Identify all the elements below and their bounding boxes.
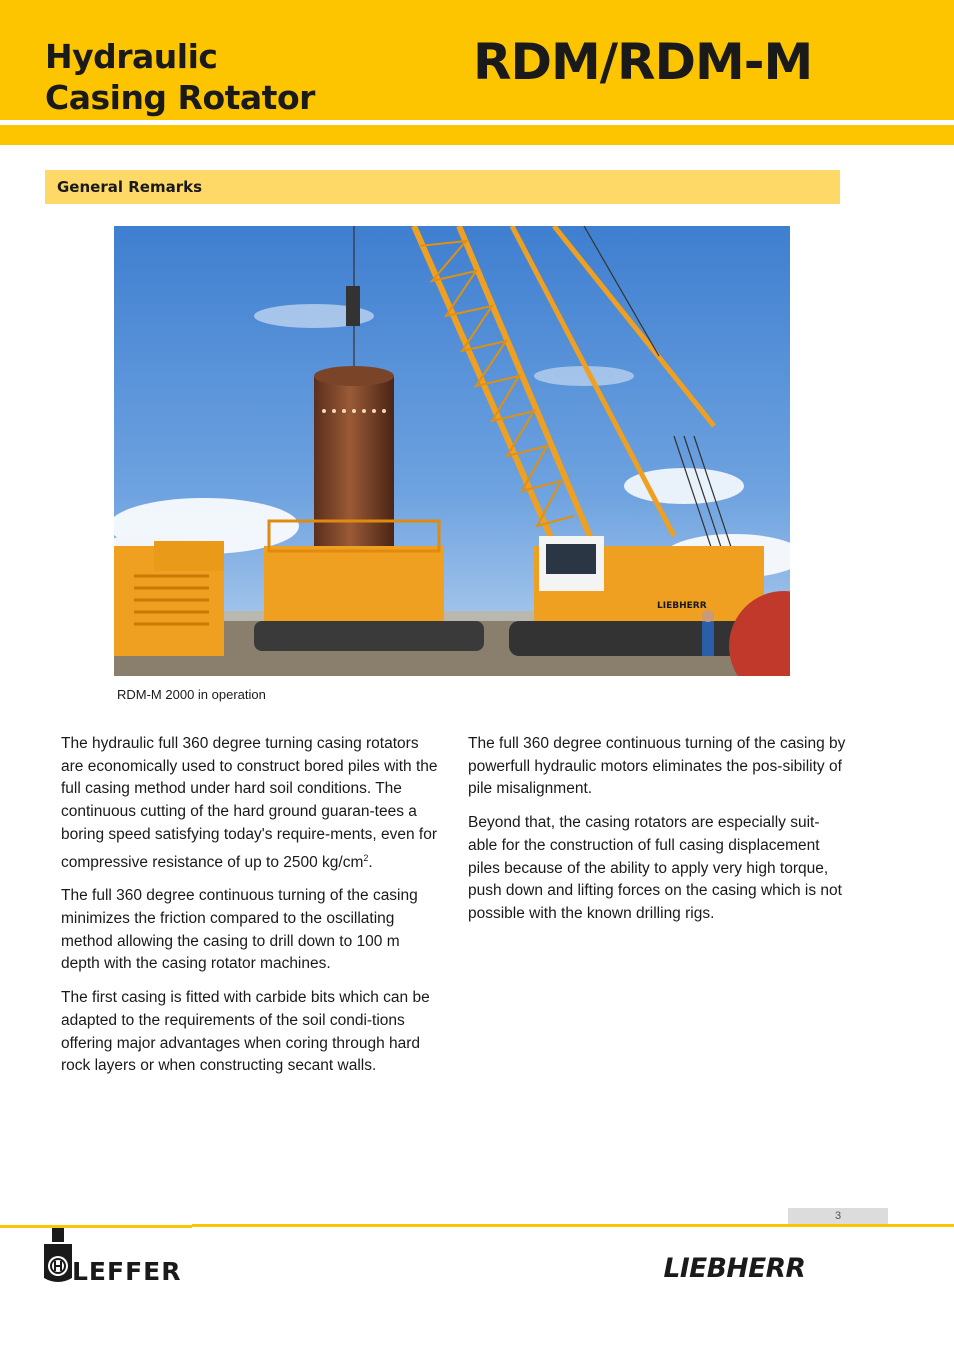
product-photo: [114, 226, 790, 676]
paragraph: The first casing is fitted with carbide bits which can be adapted to the requirements of the soil condi-tions offering major advantages when coring through hard rock layers or when constructing secant walls.: [61, 989, 430, 1075]
crane-brand-label: LIEBHERR: [657, 601, 707, 611]
document-title: [45, 36, 315, 118]
model-name: RDM/RDM-M: [473, 33, 813, 91]
leffer-wordmark: LEFFER: [72, 1257, 182, 1286]
paragraph: The hydraulic full 360 degree turning casing rotators are economically used to construct bored piles with the full casing method under hard soil conditions. The continuous cutting of the hard ground guaran-tees a boring speed satisfying today's require-ments, even for compressive resistance of up to 2500 $kg/cm^2$.: [61, 735, 438, 871]
section-title: General Remarks: [57, 178, 202, 196]
paragraph: Beyond that, the casing rotators are especially suit-able for the construction of full casing displacement piles because of the ability to apply very high torque, push down and lifting forces on the casing which is not possible with the known drilling rigs.: [468, 814, 842, 922]
section-header: [45, 170, 840, 204]
title-line-1: Hydraulic: [45, 37, 218, 76]
photo-caption: RDM-M 2000 in operation: [117, 687, 266, 702]
liebherr-logo: LIEBHERR: [663, 1253, 806, 1284]
title-line-2: Casing Rotator: [45, 78, 315, 117]
footer-rule-right: [192, 1224, 954, 1227]
paragraph: The full 360 degree continuous turning of the casing minimizes the friction compared to the oscillating method allowing the casing to drill down to 100 m depth with the casing rotator machines.: [61, 887, 418, 973]
header-band-stripe: [0, 125, 954, 145]
body-column-right: [468, 733, 848, 937]
page-number: 3: [834, 1210, 842, 1222]
paragraph: The full 360 degree continuous turning of the casing by powerfull hydraulic motors eliminates the pos-sibility of pile misalignment.: [468, 735, 846, 798]
body-column-left: [61, 733, 441, 1089]
